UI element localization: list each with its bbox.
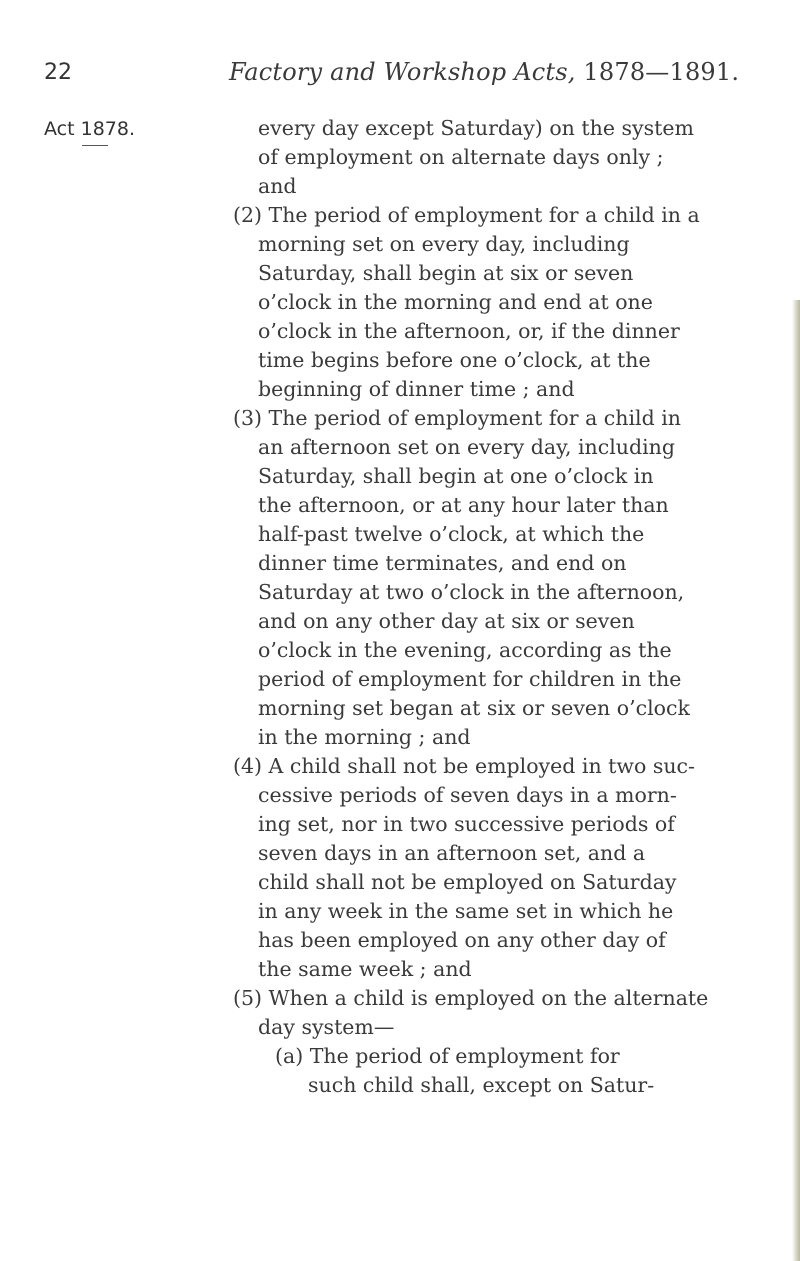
page-number: 22 <box>44 60 72 85</box>
body-line: half-past twelve o’clock, at which the <box>258 522 645 546</box>
body-line: of employment on alternate days only ; <box>258 145 664 169</box>
body-line: Saturday at two o’clock in the afternoon, <box>258 580 685 604</box>
body-line: and on any other day at six or seven <box>258 609 635 633</box>
body-line: in any week in the same set in which he <box>258 899 674 923</box>
body-line: an afternoon set on every day, including <box>258 435 675 459</box>
body-line: in the morning ; and <box>258 725 471 749</box>
body-line: seven days in an afternoon set, and a <box>258 841 646 865</box>
body-line: cessive periods of seven days in a morn- <box>258 783 677 807</box>
body-line: Saturday, shall begin at one o’clock in <box>258 464 654 488</box>
body-line: day system— <box>258 1015 395 1039</box>
body-line: dinner time terminates, and end on <box>258 551 627 575</box>
body-line: (4) A child shall not be employed in two suc- <box>233 754 695 778</box>
body-line: (2) The period of employment for a child in a <box>233 203 700 227</box>
body-line: o’clock in the morning and end at one <box>258 290 653 314</box>
running-head <box>229 58 739 86</box>
margin-note: Act 1878. <box>44 118 135 140</box>
body-line: (5) When a child is employed on the alternate <box>233 986 709 1010</box>
body-line: child shall not be employed on Saturday <box>258 870 677 894</box>
body-line: Saturday, shall begin at six or seven <box>258 261 634 285</box>
body-line: (a) The period of employment for <box>275 1044 620 1068</box>
body-line: has been employed on any other day of <box>258 928 666 952</box>
body-line: beginning of dinner time ; and <box>258 377 575 401</box>
body-line: every day except Saturday) on the system <box>258 116 694 140</box>
body-line: time begins before one o’clock, at the <box>258 348 651 372</box>
page-edge-shadow <box>792 300 800 1261</box>
body-line: ing set, nor in two successive periods of <box>258 812 675 836</box>
running-head-years: 1878—1891. <box>575 58 740 86</box>
running-head-title: Factory and Workshop Acts, <box>229 58 576 86</box>
body-line: morning set on every day, including <box>258 232 630 256</box>
body-line: and <box>258 174 297 198</box>
body-line: the afternoon, or at any hour later than <box>258 493 669 517</box>
body-line: such child shall, except on Satur- <box>308 1073 655 1097</box>
body-line: (3) The period of employment for a child in <box>233 406 681 430</box>
body-line: o’clock in the evening, according as the <box>258 638 672 662</box>
body-line: period of employment for children in the <box>258 667 682 691</box>
body-line: the same week ; and <box>258 957 472 981</box>
margin-rule <box>82 145 108 146</box>
body-line: morning set began at six or seven o’clock <box>258 696 690 720</box>
body-line: o’clock in the afternoon, or, if the dinner <box>258 319 680 343</box>
